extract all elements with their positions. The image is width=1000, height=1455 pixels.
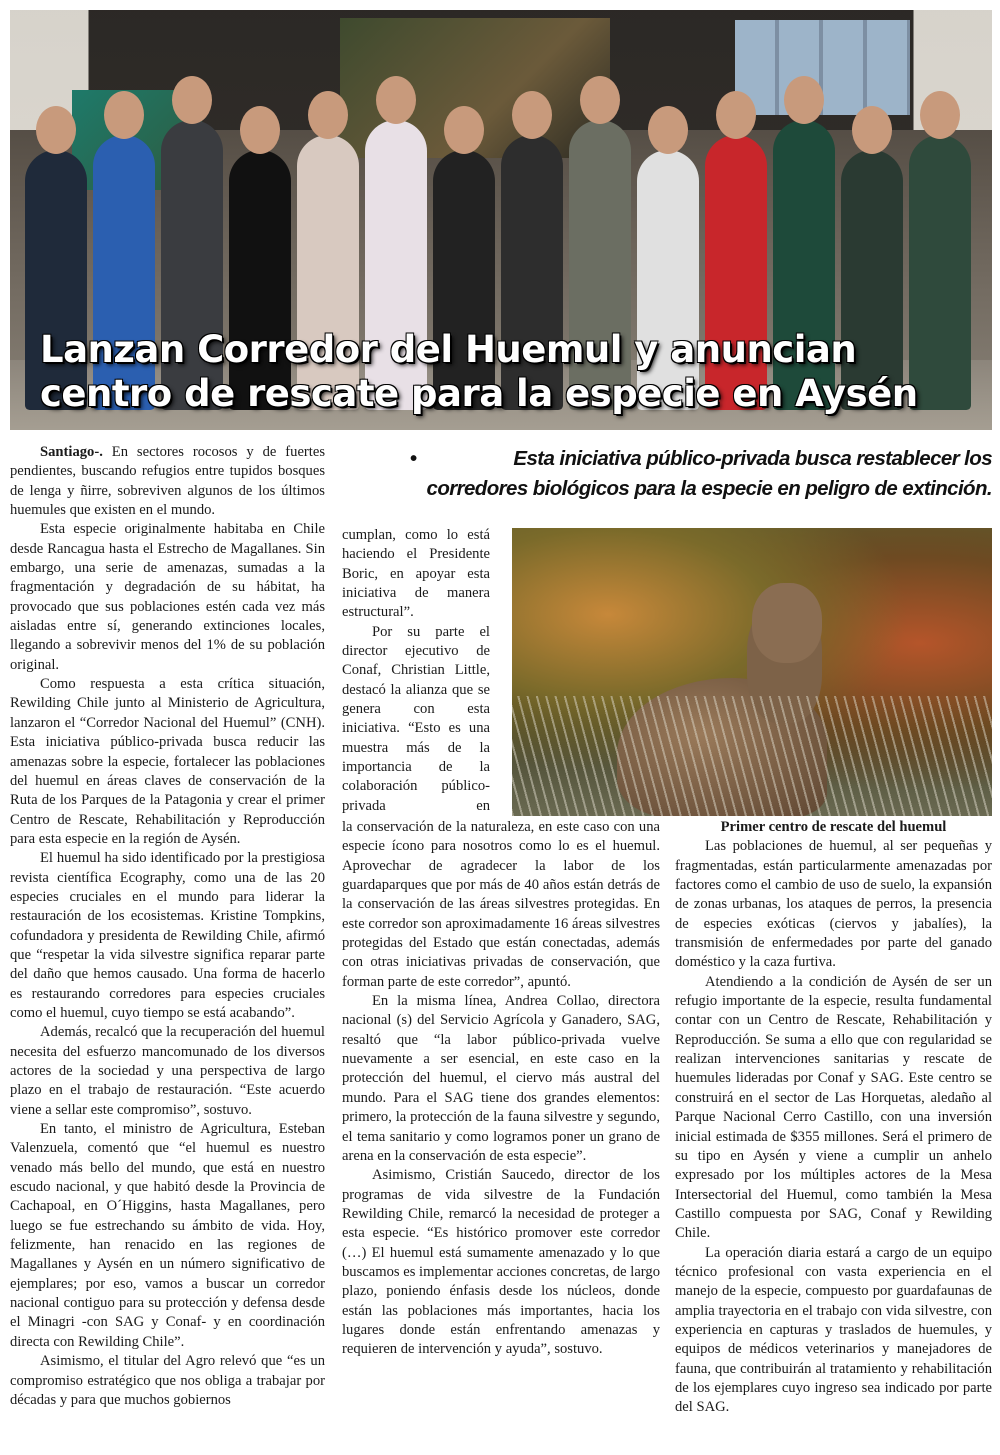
photo-person-head [852, 106, 892, 154]
photo-person-head [648, 106, 688, 154]
photo-person-head [716, 91, 756, 139]
article-paragraph: Las poblaciones de huemul, al ser pequeñas y fragmentadas, están particularmente amenazadas por factores como el cambio de uso de suelo, la expansión de zonas urbanas, los ataques de perros, la presencia de especies exóticas (ciervos y jabalíes), la transmisión de enfermedades por parte del ganado doméstico y la caza furtiva. [675, 838, 992, 971]
article-paragraph: Además, recalcó que la recuperación del huemul necesita del esfuerzo mancomunado de los diversos actores de la sociedad y una perspectiva de largo plazo en el trabajo de restauración. “Este acuerdo viene a sellar este compromiso”, sostuvo. [10, 1024, 325, 1118]
photo-person-head [512, 91, 552, 139]
headline-line-1: Lanzan Corredor del Huemul y anuncian [40, 328, 857, 371]
photo-person-head [104, 91, 144, 139]
photo-person-head [172, 76, 212, 124]
article-paragraph: La operación diaria estará a cargo de un equipo técnico profesional con vasta experiencia en el manejo de la especie, compuesto por guardafaunas de amplia trayectoria en el trabajo con vida silvestre, con experiencia en capturas y traslados de huemules, y equipos de médicos veterinarios y manejadores de fauna, que contribuirán al tratamiento y rehabilitación de los ejemplares cuyo ingreso sea indicado por parte del SAG. [675, 1244, 992, 1416]
article-column-3 [675, 818, 992, 1418]
article-paragraph: Esta especie originalmente habitaba en Chile desde Rancagua hasta el Estrecho de Magallanes. Sin embargo, una serie de amenazas, sumadas a la fragmentación y degradación de su hábitat, ha provocado que sus poblaciones estén cada vez más aisladas entre sí, generando extinciones locales, llegando a sobrevivir menos del 1% de su población original. [10, 521, 325, 673]
photo-person-head [36, 106, 76, 154]
subheadline-deck [410, 444, 992, 504]
photo-grass [512, 696, 992, 816]
article-paragraph: la conservación de la naturaleza, en este caso con una especie ícono para nosotros como lo es el huemul. Aprovechar de agradecer la labor de los guardaparques que por más de 40 años están detrás de la conservación de las áreas silvestres protegidas. En este corredor son aproximadamente 16 áreas silvestres protegidas del Estado que están conectadas, además con otras iniciativas privadas de conservación, que forman parte de este corredor”, apuntó. [342, 819, 660, 990]
article-paragraph: En tanto, el ministro de Agricultura, Esteban Valenzuela, comentó que “el huemul es nuestro venado más bello del mundo, que está en nuestro escudo nacional, y que habitó desde la Provincia de Cachapoal, en O´Higgins, hasta Magallanes, pero luego se fue estrechando su ámbito de vida. Hoy, felizmente, han renacido en las regiones de Magallanes y Aysén en un número significativo de ejemplares; por eso, vamos a buscar un corredor nacional contiguo para su protección y defensa desde el Minagri -con SAG y Conaf- y en coordinación directa con Rewilding Chile”. [10, 1121, 325, 1350]
article-paragraph: Asimismo, Cristián Saucedo, director de los programas de vida silvestre de la Fundación Rewilding Chile, remarcó la necesidad de proteger a esta especie. “Es histórico promover este corredor (…) El huemul está sumamente amenazado y lo que buscamos es implementar acciones concretas, de largo plazo, poniendo énfasis desde los núcleos, donde están las poblaciones más importantes, hacia los lugares donde están enfrentando amenazas y requieren de intervención y ayuda”, sostuvo. [342, 1167, 660, 1358]
article-paragraph [10, 443, 325, 520]
photo-person-head [580, 76, 620, 124]
paragraph-text: En sectores rocosos y de fuertes pendientes, buscando refugios entre tupidos bosques de lenga y ñirre, sobreviven algunos de los últimos huemules que existen en el mundo. [10, 444, 325, 519]
article-paragraph: En la misma línea, Andrea Collao, directora nacional (s) del Servicio Agrícola y Ganadero, SAG, resaltó que “la labor público-privada vuelve nuevamente a ser esencial, en este caso en la protección del huemul, el ciervo más austral del mundo. Para el SAG tiene dos grandes elementos: primero, la protección de la fauna silvestre y segundo, el tema sanitario y como logramos poner un grano de arena en la conservación de esta especie”. [342, 993, 660, 1164]
photo-person-head [444, 106, 484, 154]
article-column-1 [10, 443, 325, 1410]
photo-person-head [240, 106, 280, 154]
section-subheading: Primer centro de rescate del huemul [720, 819, 947, 835]
article-paragraph: El huemul ha sido identificado por la prestigiosa revista científica Ecography, como una de las 20 especies cruciales en el mundo para liderar la restauración de los ecosistemas. Kristine Tompkins, cofundadora y presidenta de Rewilding Chile, afirmó que “respetar la vida silvestre significa reparar parte del daño que hemos causado. Una forma de hacerlo es restaurando corredores para especies cruciales como el huemul, cuyo tiempo se está acabando”. [10, 850, 325, 1021]
photo-person-head [308, 91, 348, 139]
article-paragraph: Por su parte el director ejecutivo de Conaf, Christian Little, destacó la alianza que se genera con esta iniciativa. “Esto es una muestra más de la importancia de la colaboración público-privada en [342, 623, 490, 814]
photo-person-head [920, 91, 960, 139]
article-paragraph: cumplan, como lo está haciendo el Presidente Boric, en apoyar esta iniciativa de manera estructural”. [342, 527, 490, 621]
headline [40, 328, 990, 416]
group-photo [10, 10, 992, 430]
huemul-deer-photo [512, 528, 992, 816]
article-column-2-narrow [342, 526, 490, 816]
deck-text: Esta iniciativa público-privada busca restablecer los corredores biológicos para la especie en peligro de extinción. [426, 447, 992, 500]
article-paragraph: Asimismo, el titular del Agro relevó que “es un compromiso estratégico que nos obliga a trabajar por décadas y para que muchos gobiernos [10, 1353, 325, 1408]
article-column-2 [342, 818, 660, 1360]
bullet-icon: • [410, 447, 417, 470]
deer-head [752, 583, 822, 663]
headline-line-2: centro de rescate para la especie en Aysén [40, 372, 918, 415]
dateline: Santiago-. [40, 444, 103, 460]
article-paragraph: Atendiendo a la condición de Aysén de ser un refugio importante de la especie, resulta fundamental contar con un Centro de Rescate, Rehabilitación y Reproducción. Se suma a ello que con regularidad se realizan intervenciones sanitarias y rescate de huemules lideradas por Conaf y SAG. Este centro se construirá en el sector de Las Horquetas, aledaño al Parque Nacional Cerro Castillo, con una inversión inicial estimada de $355 millones. Será el primero de su tipo en Aysén y viene a cumplir un anhelo expresado por los múltiples actores de la Mesa Intersectorial del Huemul, como también la Mesa Castillo compuesta por SAG, Conaf y Rewilding Chile. [675, 973, 992, 1242]
photo-person-head [376, 76, 416, 124]
article-paragraph: Como respuesta a esta crítica situación, Rewilding Chile junto al Ministerio de Agricultura, lanzaron el “Corredor Nacional del Huemul” (CNH). Esta iniciativa público-privada busca reducir las amenazas sobre la especie, fortalecer las poblaciones del huemul en áreas claves de conservación de la Ruta de los Parques de la Patagonia y crear el primer Centro de Rescate, Rehabilitación y Reproducción para esta especie en la región de Aysén. [10, 676, 325, 847]
photo-person-head [784, 76, 824, 124]
